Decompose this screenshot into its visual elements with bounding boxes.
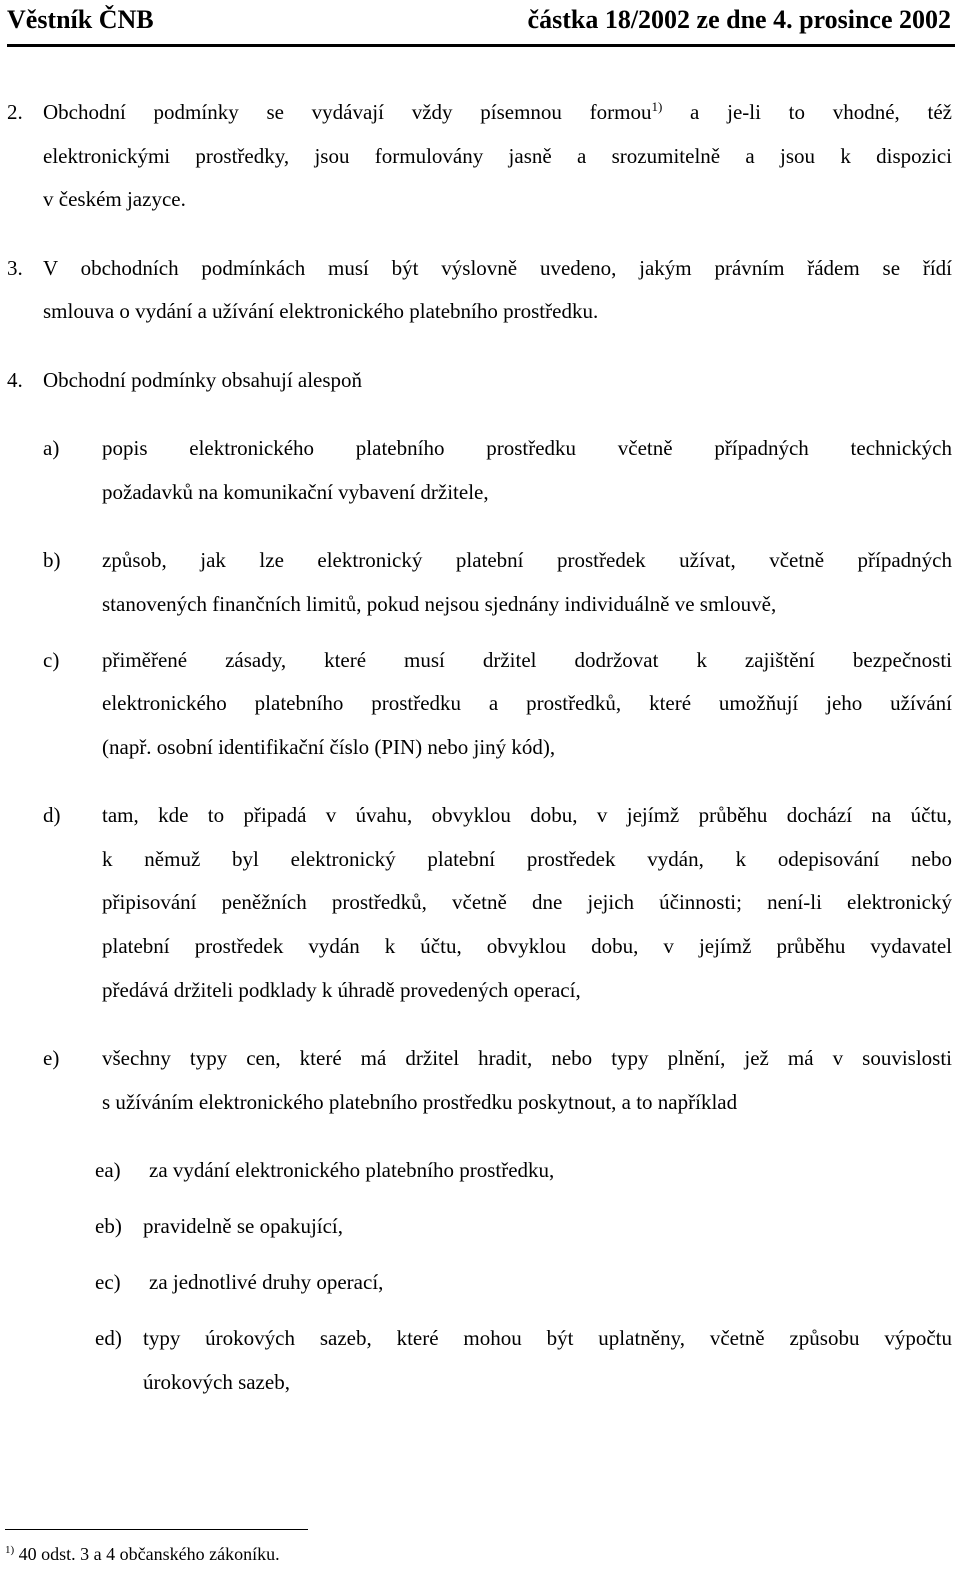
paragraph-line: smlouva o vydání a užívání elektronického platebního prostředku.: [43, 299, 599, 323]
list-item-line: k němuž byl elektronický platební prostředek vydán, k odepisování nebo: [102, 847, 952, 871]
list-item-line: všechny typy cen, které má držitel hradit, nebo typy plnění, jež má v souvislosti: [102, 1046, 952, 1070]
list-item-line: (např. osobní identifikační číslo (PIN) nebo jiný kód),: [102, 735, 556, 759]
text-segment: a je-li to vhodné, též: [662, 100, 952, 124]
footnote-ref: 1): [651, 99, 663, 114]
list-item-line: způsob, jak lze elektronický platební prostředek užívat, včetně případných: [102, 548, 952, 572]
paragraph-number: 2.: [7, 100, 23, 124]
footnote: [5, 1543, 280, 1565]
list-item-label: b): [43, 548, 61, 572]
paragraph-line: v českém jazyce.: [43, 187, 186, 211]
list-item-label: e): [43, 1046, 60, 1070]
list-item-line: tam, kde to připadá v úvahu, obvyklou dobu, v jejímž průběhu dochází na účtu,: [102, 803, 952, 827]
list-item-label: a): [43, 436, 60, 460]
paragraph-line: Obchodní podmínky obsahují alespoň: [43, 368, 363, 392]
sub-item-label: ec): [95, 1270, 121, 1294]
paragraph-line: [43, 99, 952, 125]
paragraph-line: elektronickými prostředky, jsou formulovány jasně a srozumitelně a jsou k dispozici: [43, 144, 952, 168]
list-item-label: d): [43, 803, 61, 827]
journal-title: Věstník ČNB: [7, 5, 154, 34]
sub-item-label: ea): [95, 1158, 121, 1182]
sub-item-line: za jednotlivé druhy operací,: [149, 1270, 384, 1294]
list-item-line: popis elektronického platebního prostředku včetně případných technických: [102, 436, 952, 460]
list-item-line: připisování peněžních prostředků, včetně dne jejich účinnosti; není-li elektronický: [102, 890, 952, 914]
sub-item-line: úrokových sazeb,: [143, 1370, 290, 1394]
list-item-line: požadavků na komunikační vybavení držitele,: [102, 480, 489, 504]
list-item-line: předává držiteli podklady k úhradě provedených operací,: [102, 978, 581, 1002]
list-item-line: s užíváním elektronického platebního prostředku poskytnout, a to například: [102, 1090, 738, 1114]
sub-item-line: pravidelně se opakující,: [143, 1214, 344, 1238]
paragraph-number: 4.: [7, 368, 23, 392]
list-item-line: stanovených finančních limitů, pokud nejsou sjednány individuálně ve smlouvě,: [102, 592, 777, 616]
list-item-line: platební prostředek vydán k účtu, obvyklou dobu, v jejímž průběhu vydavatel: [102, 934, 952, 958]
text-segment: Obchodní podmínky se vydávají vždy písemnou formou: [43, 100, 652, 124]
footnote-separator: [5, 1529, 308, 1530]
paragraph-number: 3.: [7, 256, 23, 280]
sub-item-label: ed): [95, 1326, 122, 1350]
list-item-line: přiměřené zásady, které musí držitel dodržovat k zajištění bezpečnosti: [102, 648, 952, 672]
paragraph-line: V obchodních podmínkách musí být výslovně uvedeno, jakým právním řádem se řídí: [43, 256, 952, 280]
issue-info: částka 18/2002 ze dne 4. prosince 2002: [527, 5, 951, 34]
list-item-label: c): [43, 648, 60, 672]
page-header: [7, 0, 955, 47]
footnote-mark: 1): [5, 1544, 15, 1556]
sub-item-line: za vydání elektronického platebního prostředku,: [149, 1158, 555, 1182]
list-item-line: elektronického platebního prostředku a prostředků, které umožňují jeho užívání: [102, 691, 952, 715]
sub-item-label: eb): [95, 1214, 122, 1238]
sub-item-line: typy úrokových sazeb, které mohou být uplatněny, včetně způsobu výpočtu: [143, 1326, 952, 1350]
footnote-text: 40 odst. 3 a 4 občanského zákoníku.: [14, 1544, 280, 1564]
